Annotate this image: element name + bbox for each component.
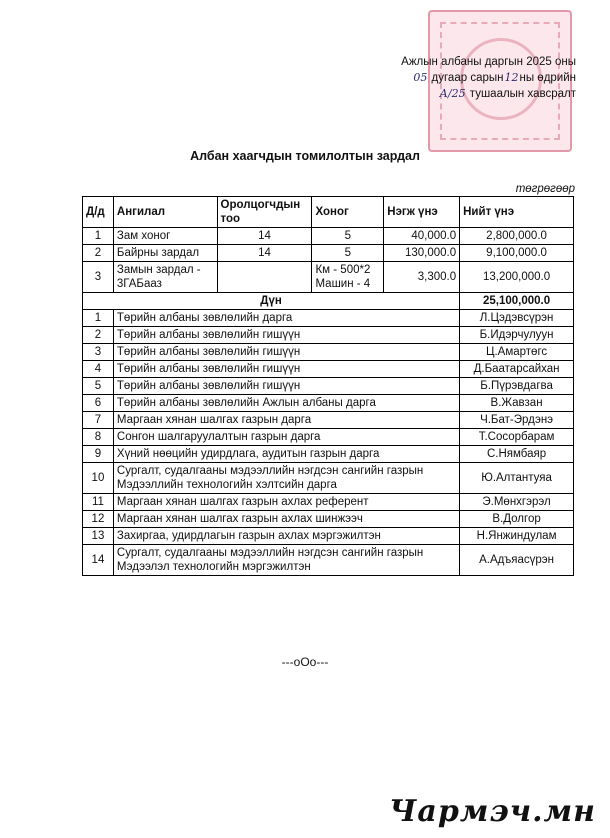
header-days: Хоног — [312, 197, 384, 228]
table-row: 2 Төрийн албаны зөвлөлийн гишүүн Б.Идэрчулуун — [83, 327, 574, 344]
table-row: 1 Төрийн албаны зөвлөлийн дарга Л.Цэдэвсүрэн — [83, 310, 574, 327]
table-row: 6 Төрийн албаны зөвлөлийн Ажлын албаны дарга В.Жавзан — [83, 395, 574, 412]
annex-note-line3: А/25 тушаалын хавсралт — [439, 87, 576, 100]
table-row: 12 Маргаан хянан шалгах газрын ахлах шинжээч В.Долгор — [83, 511, 574, 528]
handwritten-day: 12 — [504, 71, 519, 84]
handwritten-order-number: А/25 — [439, 87, 466, 100]
sum-row — [83, 293, 574, 310]
table-row: 13 Захиргаа, удирдлагын газрын ахлах мэргэжилтэн Н.Янжиндулам — [83, 528, 574, 545]
document-title: Албан хаагчдын томилолтын зардал — [190, 149, 420, 163]
header-category: Ангилал — [113, 197, 217, 228]
table-row: 9 Хүний нөөцийн удирдлага, аудитын газрын дарга С.Нямбаяр — [83, 446, 574, 463]
annex-note-line2: 05 дугаар сарын12ны өдрийн — [413, 71, 576, 84]
table-row: 7 Маргаан хянан шалгах газрын дарга Ч.Бат-Эрдэнэ — [83, 412, 574, 429]
table-header-row — [83, 197, 574, 228]
table-row: 14 Сургалт, судалгааны мэдээллийн нэгдсэн сангийн газрын Мэдээлэл технологийн мэргэжилтэн А.Адъяасүрэн — [83, 545, 574, 576]
table-row: 11 Маргаан хянан шалгах газрын ахлах референт Э.Мөнхгэрэл — [83, 494, 574, 511]
end-mark: ---oOo--- — [281, 655, 329, 669]
expense-table — [82, 196, 574, 576]
sum-label: Дүн — [83, 293, 460, 310]
table-row: 4 Төрийн албаны зөвлөлийн гишүүн Д.Баатарсайхан — [83, 361, 574, 378]
handwritten-month: 05 — [413, 71, 428, 84]
table-row: 2 Байрны зардал 14 5 130,000.0 9,100,000.0 — [83, 245, 574, 262]
annex-note — [356, 54, 576, 102]
header-no: Д/д — [83, 197, 114, 228]
header-participants: Оролцогчдын тоо — [217, 197, 312, 228]
table-row: 10 Сургалт, судалгааны мэдээллийн нэгдсэн сангийн газрын Мэдээллийн технологийн хэлтсийн дарга Ю.Алтантуяа — [83, 463, 574, 494]
watermark-logo: Чармэч.мн — [389, 794, 596, 829]
annex-note-line1: Ажлын албаны даргын 2025 оны — [401, 56, 576, 68]
table-row: 8 Сонгон шалгаруулалтын газрын дарга Т.Сосорбарам — [83, 429, 574, 446]
table-row: 1 Зам хоног 14 5 40,000.0 2,800,000.0 — [83, 228, 574, 245]
header-unit-price: Нэгж үнэ — [384, 197, 460, 228]
sum-value: 25,100,000.0 — [460, 293, 574, 310]
header-total-price: Нийт үнэ — [460, 197, 574, 228]
unit-label: төгрөгөөр — [515, 183, 575, 195]
table-row: 3 Замын зардал - 3ГАБааз Км - 500*2 Машин - 4 3,300.0 13,200,000.0 — [83, 262, 574, 293]
table-row: 3 Төрийн албаны зөвлөлийн гишүүн Ц.Амартөгс — [83, 344, 574, 361]
table-row: 5 Төрийн албаны зөвлөлийн гишүүн Б.Пүрэвдагва — [83, 378, 574, 395]
